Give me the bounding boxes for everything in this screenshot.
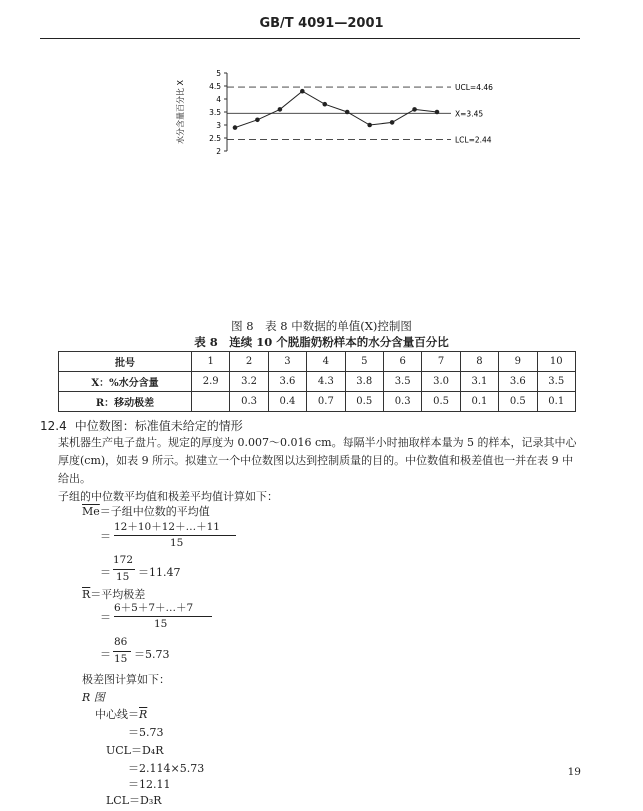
data-table bbox=[58, 351, 576, 412]
me-value: ＝11.47 bbox=[138, 566, 181, 579]
table-cell: 5 bbox=[345, 352, 383, 372]
equals-sign: ＝ bbox=[100, 611, 111, 624]
table-cell: 3.5 bbox=[383, 372, 421, 392]
table-cell: 10 bbox=[537, 352, 575, 372]
table-cell: 3.1 bbox=[460, 372, 498, 392]
section-heading bbox=[40, 417, 243, 434]
lcl-formula: LCL＝D₃R bbox=[106, 794, 162, 807]
table-cell: 3 bbox=[268, 352, 306, 372]
table-cell: 批号 bbox=[59, 352, 192, 372]
range-calc-intro: 极差图计算如下： bbox=[82, 673, 170, 686]
table-cell: 2 bbox=[230, 352, 268, 372]
r-denominator: 15 bbox=[154, 618, 168, 630]
table-cell: 0.3 bbox=[383, 392, 421, 412]
data-point bbox=[233, 125, 238, 130]
paragraph: 子组的中位数平均值和极差平均值计算如下： bbox=[58, 490, 278, 503]
table-cell: 7 bbox=[422, 352, 460, 372]
data-point bbox=[390, 120, 395, 125]
table-cell: 3.5 bbox=[537, 372, 575, 392]
y-tick-label: 5 bbox=[216, 69, 221, 78]
r-symbol: $\overline{R}$ bbox=[139, 708, 148, 721]
r-numerator-2: 86 bbox=[114, 636, 128, 648]
fraction-bar bbox=[113, 569, 135, 570]
data-point bbox=[435, 110, 440, 115]
data-point bbox=[412, 107, 417, 112]
table-cell: 1 bbox=[192, 352, 230, 372]
table-cell: 6 bbox=[383, 352, 421, 372]
table-cell: 0.1 bbox=[460, 392, 498, 412]
r-numerator: 6＋5＋7＋…＋7 bbox=[114, 602, 194, 614]
center-label: X=3.45 bbox=[455, 109, 484, 119]
table-cell: 3.6 bbox=[268, 372, 306, 392]
ucl-label: UCL=4.46 bbox=[455, 83, 493, 93]
table-cell: 0.3 bbox=[230, 392, 268, 412]
y-tick-label: 3 bbox=[216, 121, 221, 130]
table-cell: 4 bbox=[307, 352, 345, 372]
center-value: ＝5.73 bbox=[128, 726, 164, 739]
table-cell: 3.8 bbox=[345, 372, 383, 392]
table-caption: 表 8 连续 10 个脱脂奶粉样本的水分含量百分比 bbox=[194, 335, 449, 349]
table-cell: 3.6 bbox=[499, 372, 537, 392]
me-symbol: $\overline{Me}$ bbox=[82, 505, 100, 518]
standard-number: GB/T 4091—2001 bbox=[259, 16, 384, 31]
section-title: 中位数图：标准值未给定的情形 bbox=[74, 419, 243, 433]
data-point bbox=[255, 118, 260, 123]
y-tick-label: 4 bbox=[216, 95, 221, 104]
table-cell: 0.4 bbox=[268, 392, 306, 412]
r-def-text: ＝平均极差 bbox=[90, 588, 146, 601]
y-tick-label: 2.5 bbox=[209, 134, 221, 143]
data-point bbox=[345, 110, 350, 115]
series-line bbox=[235, 91, 437, 127]
table-header-row bbox=[59, 352, 576, 372]
me-def-text: ＝子组中位数的平均值 bbox=[99, 505, 210, 518]
table-cell: 3.2 bbox=[230, 372, 268, 392]
ucl-value-2: ＝12.11 bbox=[128, 778, 171, 791]
fraction-bar bbox=[114, 535, 236, 536]
r-chart-label: R 图 bbox=[82, 691, 105, 704]
fraction-bar bbox=[113, 651, 131, 652]
y-tick-label: 2 bbox=[216, 147, 221, 156]
center-line-label: 中心线＝ bbox=[95, 708, 139, 721]
me-denominator-2: 15 bbox=[116, 571, 130, 583]
ucl-value-1: ＝2.114×5.73 bbox=[128, 762, 205, 775]
table-cell: 3.0 bbox=[422, 372, 460, 392]
table-cell: 0.5 bbox=[345, 392, 383, 412]
ucl-formula: UCL＝D₄R bbox=[106, 744, 164, 757]
equals-sign: ＝ bbox=[100, 648, 111, 661]
fraction-bar bbox=[114, 616, 212, 617]
figure-caption: 图 8 表 8 中数据的单值(X)控制图 bbox=[231, 319, 412, 333]
data-point bbox=[278, 107, 283, 112]
y-tick-label: 3.5 bbox=[209, 108, 221, 117]
table-cell bbox=[192, 392, 230, 412]
table-cell: 0.7 bbox=[307, 392, 345, 412]
me-numerator: 12＋10＋12＋…＋11 bbox=[114, 521, 220, 533]
data-point bbox=[300, 89, 305, 94]
table-cell: 9 bbox=[499, 352, 537, 372]
page-number: 19 bbox=[567, 766, 581, 778]
r-control-chart bbox=[175, 185, 495, 317]
table-cell: 8 bbox=[460, 352, 498, 372]
data-point bbox=[322, 102, 327, 107]
table-cell: 0.5 bbox=[422, 392, 460, 412]
table-cell: 0.5 bbox=[499, 392, 537, 412]
r-symbol: $\overline{R}$ bbox=[82, 588, 91, 601]
x-control-chart bbox=[175, 55, 495, 167]
table-cell: R：移动极差 bbox=[59, 392, 192, 412]
header-rule bbox=[40, 38, 580, 39]
data-point bbox=[367, 123, 372, 128]
center-line bbox=[95, 706, 147, 722]
lcl-label: LCL=2.44 bbox=[455, 135, 492, 145]
table-row bbox=[59, 392, 576, 412]
y-axis-label: 水分含量百分比 X bbox=[176, 79, 185, 145]
y-tick-label: 4.5 bbox=[209, 82, 221, 91]
table-row bbox=[59, 372, 576, 392]
me-numerator-2: 172 bbox=[113, 554, 134, 566]
section-number: 12.4 bbox=[40, 419, 67, 433]
r-denominator-2: 15 bbox=[114, 653, 128, 665]
table-cell: 4.3 bbox=[307, 372, 345, 392]
paragraph: 某机器生产电子盘片。规定的厚度为 0.007～0.016 cm。每隔半小时抽取样本量为 5 的样本，记录其中心厚度(cm)，如表 9 所示。拟建立一个中位数图以达到控制质量的目的。中位数值和极差值也一并在表 9 中给出。 bbox=[58, 436, 577, 485]
me-denominator: 15 bbox=[170, 537, 184, 549]
me-definition bbox=[82, 503, 210, 519]
equals-sign: ＝ bbox=[100, 530, 111, 543]
r-value: ＝5.73 bbox=[134, 648, 170, 661]
table-cell: X：%水分含量 bbox=[59, 372, 192, 392]
table-cell: 2.9 bbox=[192, 372, 230, 392]
equals-sign: ＝ bbox=[100, 566, 111, 579]
table-cell: 0.1 bbox=[537, 392, 575, 412]
